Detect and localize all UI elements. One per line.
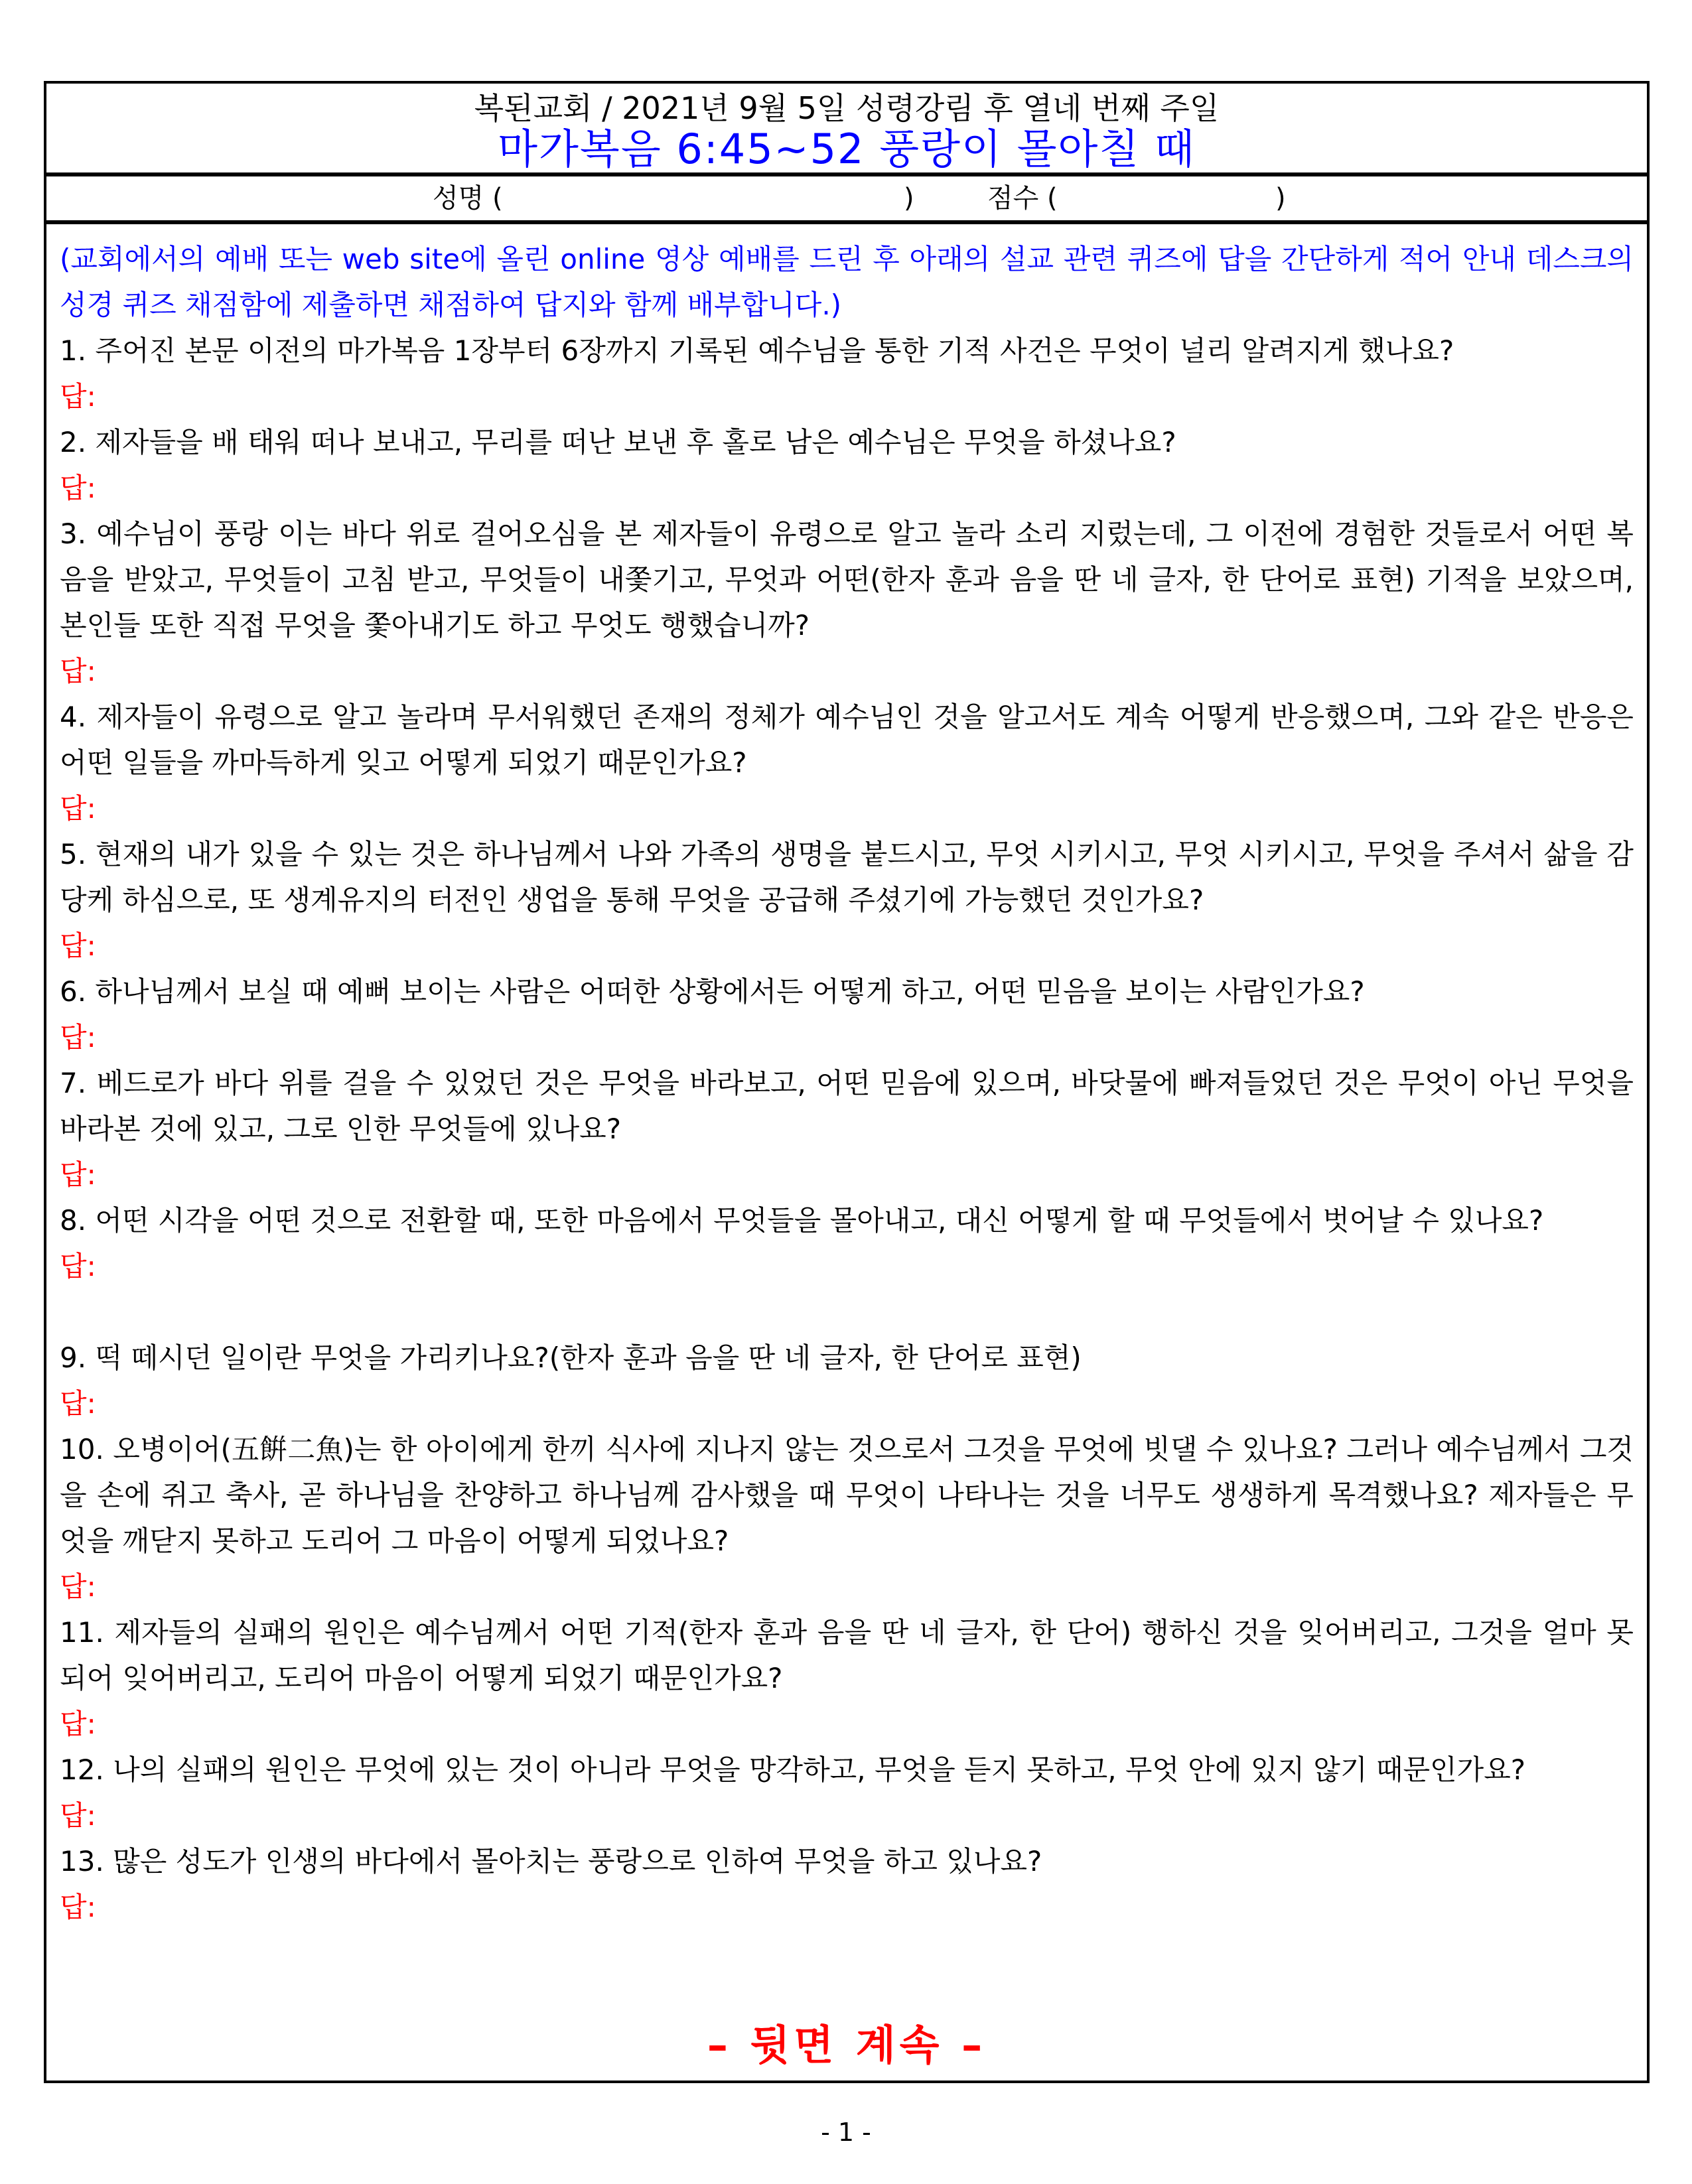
name-label: 성명 ( [433, 183, 503, 214]
question-3: 3. 예수님이 풍랑 이는 바다 위로 걸어오심을 본 제자들이 유령으로 알고 놀라 소리 지렀는데, 그 이전에 경험한 것들로서 어떤 복음을 받았고, 무엇들이 고침 받고, 무엇들이 내쫓기고, 무엇과 어떤(한자 훈과 음을 딴 네 글자, 한 단어로 표현) 기적을 보았으며, 본인들 또한 직접 무엇을 쫓아내기도 하고 무엇도 행했습니까? [60, 517, 1634, 642]
question-6: 6. 하나님께서 보실 때 예뻐 보이는 사람은 어떠한 상황에서든 어떻게 하고, 어떤 믿음을 보이는 사람인가요? [60, 975, 1365, 1008]
continued-on-back: – 뒷면 계속 – [707, 2021, 987, 2069]
name-score-row [46, 176, 1647, 224]
question-9: 9. 떡 떼시던 일이란 무엇을 가리키나요?(한자 훈과 음을 딴 네 글자, 한 단어로 표현) [60, 1341, 1082, 1374]
score-label: 점수 ( [987, 183, 1058, 214]
answer-label-6: 답: [60, 1021, 96, 1054]
question-13: 13. 많은 성도가 인생의 바다에서 몰아치는 풍랑으로 인하여 무엇을 하고 있나요? [60, 1845, 1042, 1877]
question-7: 7. 베드로가 바다 위를 걸을 수 있었던 것은 무엇을 바라보고, 어떤 믿음에 있으며, 바닷물에 빠져들었던 것은 무엇이 아닌 무엇을 바라본 것에 있고, 그로 인한 무엇들에 있나요? [60, 1067, 1634, 1145]
answer-label-4: 답: [60, 792, 96, 825]
quiz-body [46, 224, 1647, 1930]
sermon-title: 마가복음 6:45~52 풍랑이 몰아칠 때 [498, 125, 1196, 173]
question-8: 8. 어떤 시각을 어떤 것으로 전환할 때, 또한 마음에서 무엇들을 몰아내고, 대신 어떻게 할 때 무엇들에서 벗어날 수 있나요? [60, 1204, 1544, 1237]
answer-label-1: 답: [60, 380, 96, 413]
answer-label-7: 답: [60, 1158, 96, 1191]
answer-label-9: 답: [60, 1387, 96, 1420]
question-4: 4. 제자들이 유령으로 알고 놀라며 무서워했던 존재의 정체가 예수님인 것을 알고서도 계속 어떻게 반응했으며, 그와 같은 반응은 어떤 일들을 까마득하게 잊고 어떻게 되었기 때문인가요? [60, 701, 1634, 779]
answer-label-5: 답: [60, 929, 96, 962]
answer-label-11: 답: [60, 1708, 96, 1740]
answer-label-2: 답: [60, 472, 96, 504]
quiz-sheet [44, 81, 1650, 2083]
spacer [60, 1289, 1634, 1335]
question-12: 12. 나의 실패의 원인은 무엇에 있는 것이 아니라 무엇을 망각하고, 무엇을 듣지 못하고, 무엇 안에 있지 않기 때문인가요? [60, 1753, 1526, 1786]
answer-label-3: 답: [60, 655, 96, 687]
question-5: 5. 현재의 내가 있을 수 있는 것은 하나님께서 나와 가족의 생명을 붙드시고, 무엇 시키시고, 무엇 시키시고, 무엇을 주셔서 삶을 감당케 하심으로, 또 생계유지의 터전인 생업을 통해 무엇을 공급해 주셨기에 가능했던 것인가요? [60, 838, 1634, 916]
answer-label-10: 답: [60, 1570, 96, 1603]
answer-label-13: 답: [60, 1891, 96, 1923]
name-close: ) [904, 183, 914, 214]
question-11: 11. 제자들의 실패의 원인은 예수님께서 어떤 기적(한자 훈과 음을 딴 네 글자, 한 단어) 행하신 것을 잊어버리고, 그것을 얼마 못 되어 잊어버리고, 도리어 마음이 어떻게 되었기 때문인가요? [60, 1616, 1634, 1694]
church-date-line: 복된교회 / 2021년 9월 5일 성령강림 후 열네 번째 주일 [474, 90, 1220, 126]
page-number: - 1 - [821, 2118, 871, 2147]
sheet-header [46, 84, 1647, 176]
instructions: (교회에서의 예배 또는 web site에 올린 online 영상 예배를 드린 후 아래의 설교 관련 퀴즈에 답을 간단하게 적어 안내 데스크의 성경 퀴즈 채점함에 제출하면 채점하여 답지와 함께 배부합니다.) [60, 243, 1634, 321]
question-1: 1. 주어진 본문 이전의 마가복음 1장부터 6장까지 기록된 예수님을 통한 기적 사건은 무엇이 널리 알려지게 했나요? [60, 334, 1454, 367]
answer-label-8: 답: [60, 1250, 96, 1282]
question-10: 10. 오병이어(五餠二魚)는 한 아이에게 한끼 식사에 지나지 않는 것으로서 그것을 무엇에 빗댈 수 있나요? 그러나 예수님께서 그것을 손에 쥐고 축사, 곧 하나님을 찬양하고 하나님께 감사했을 때 무엇이 나타나는 것을 너무도 생생하게 목격했나요? 제자들은 무엇을 깨닫지 못하고 도리어 그 마음이 어떻게 되었나요? [60, 1433, 1634, 1557]
score-close: ) [1275, 183, 1286, 214]
answer-label-12: 답: [60, 1799, 96, 1832]
question-2: 2. 제자들을 배 태워 떠나 보내고, 무리를 떠난 보낸 후 홀로 남은 예수님은 무엇을 하셨나요? [60, 426, 1176, 458]
